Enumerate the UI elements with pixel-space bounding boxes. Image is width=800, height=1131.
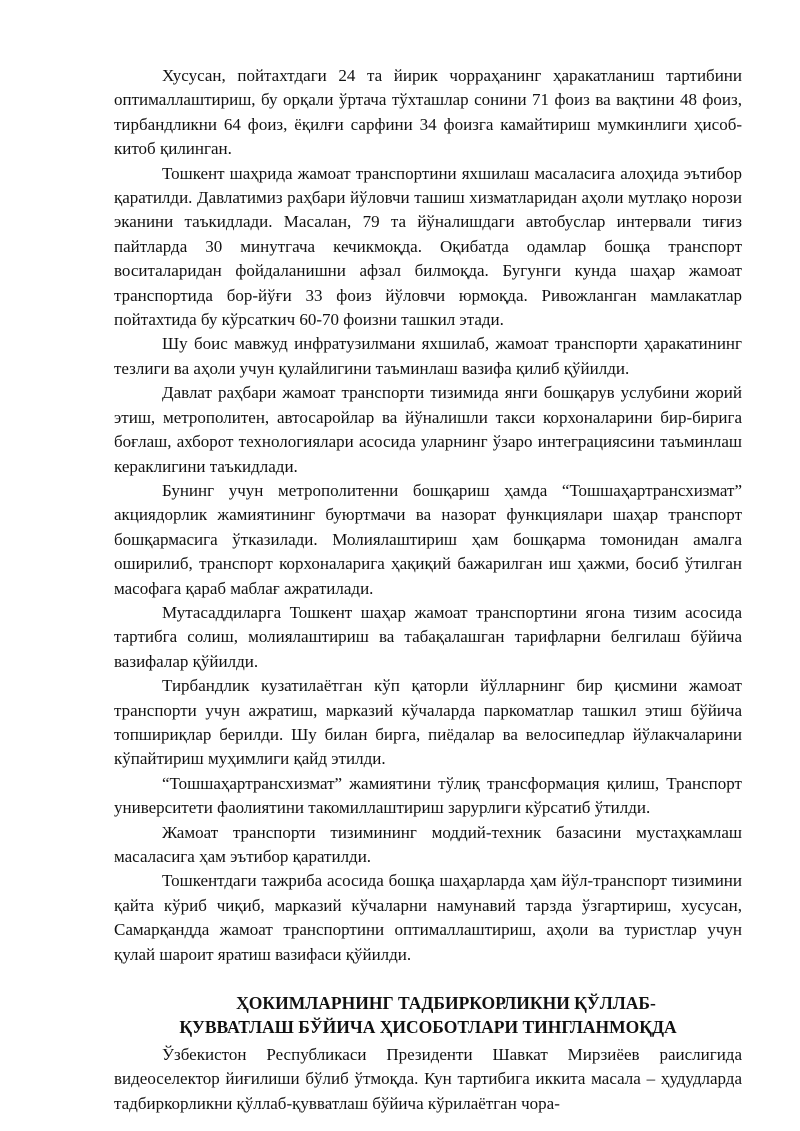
paragraph: Тошкент шаҳрида жамоат транспортини яхшилаш масаласига алоҳида эътибор қаратилди. Давлатимиз раҳбари йўловчи ташиш хизматларидан аҳоли мутлақо норози эканини таъкидлади. Масалан, 79 та йўналишдаги автобуслар интервали тиғиз пайтларда 30 минутгача кечикмоқда. Оқибатда одамлар бошқа транспорт воситаларидан фойдаланишни афзал билмоқда. Бугунги кунда шаҳар жамоат транспортида бор-йўғи 33 фоиз йўловчи юрмоқда. Ривожланган мамлакатлар пойтахтида бу кўрсаткич 60-70 фоизни ташкил этади. [114,163,742,330]
paragraph: Шу боис мавжуд инфратузилмани яхшилаб, жамоат транспорти ҳаракатининг тезлиги ва аҳоли учун қулайлигини таъминлаш вазифа қилиб қўйилди. [114,334,742,378]
section-heading-line-2: ҚУВВАТЛАШ БЎЙИЧА ҲИСОБОТЛАРИ ТИНГЛАНМОҚДА [179,1017,677,1038]
paragraph: Тирбандлик кузатилаётган кўп қаторли йўлларнинг бир қисмини жамоат транспорти учун ажратиш, марказий кўчаларда паркоматлар ташкил этиш бўйича топшириқлар берилди. Шу билан бирга, пиёдалар ва велосипедлар йўлакчаларини кўпайтириш муҳимлиги қайд этилди. [114,676,742,769]
section-heading [114,991,742,1039]
paragraph: “Тошшаҳартрансхизмат” жамиятини тўлиқ трансформация қилиш, Транспорт университети фаолиятини такомиллаштириш зарурлиги кўрсатиб ўтилди. [114,773,742,818]
article-body [114,64,742,1116]
section-heading-line-1: ҲОКИМЛАРНИНГ ТАДБИРКОРЛИКНИ ҚЎЛЛАБ- [236,993,656,1014]
paragraph: Давлат раҳбари жамоат транспорти тизимида янги бошқарув услубини жорий этиш, метрополитен, автосаройлар ва йўналишли такси корхоналарини бир-бирига боғлаш, ахборот технологиялари асосида уларнинг ўзаро интеграциясини таъминлаш кераклигини таъкидлади. [114,383,742,476]
closing-paragraph: Ўзбекистон Республикаси Президенти Шавкат Мирзиёев раислигида видеоселектор йиғилиши бўлиб ўтмоқда. Кун тартибига иккита масала – ҳудудларда тадбиркорликни қўллаб-қувватлаш бўйича кўрилаётган чора- [114,1045,742,1113]
paragraph: Жамоат транспорти тизимининг моддий-техник базасини мустаҳкамлаш масаласига ҳам эътибор қаратилди. [114,822,742,866]
paragraph: Мутасаддиларга Тошкент шаҳар жамоат транспортини ягона тизим асосида тартибга солиш, молиялаштириш ва табақалашган тарифларни белгилаш бўйича вазифалар қўйилди. [114,602,742,671]
paragraph: Тошкентдаги тажриба асосида бошқа шаҳарларда ҳам йўл-транспорт тизимини қайта кўриб чиқиб, марказий кўчаларни намунавий тарзда ўзгартириш, хусусан, Самарқандда жамоат транспортини оптималлаштириш, аҳоли ва туристлар учун қулай шароит яратиш вазифаси қўйилди. [114,871,742,964]
paragraph: Бунинг учун метрополитенни бошқариш ҳамда “Тошшаҳартрансхизмат” акциядорлик жамиятининг буюртмачи ва назорат функциялари шаҳар транспорт бошқармасига ўтказилади. Молиялаштириш ҳам бошқарма томонидан амалга оширилиб, транспорт корхоналарига ҳақиқий бажарилган иш ҳажми, босиб ўтилган масофага қараб маблағ ажратилади. [114,480,742,598]
paragraph: Хусусан, пойтахтдаги 24 та йирик чорраҳанинг ҳаракатланиш тартибини оптималлаштириш, бу орқали ўртача тўхташлар сонини 71 фоиз ва вақтини 48 фоиз, тирбандликни 64 фоиз, ёқилғи сарфини 34 фоизга камайтириш мумкинлиги ҳисоб-китоб қилинган. [114,66,742,159]
